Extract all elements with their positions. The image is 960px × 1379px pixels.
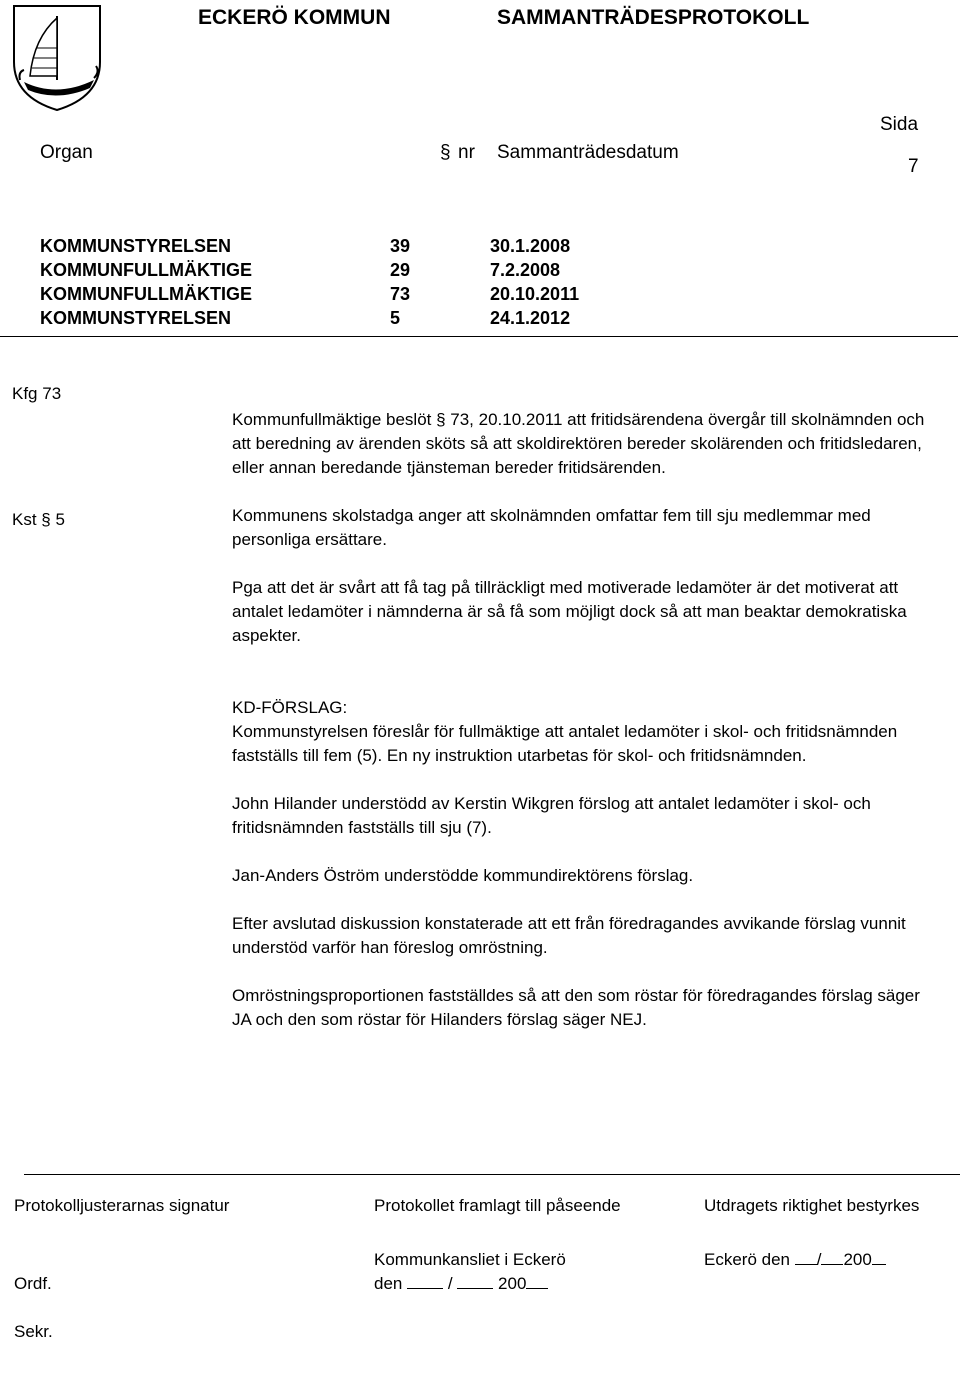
footer-col-certified bbox=[704, 1194, 954, 1272]
month-blank bbox=[821, 1248, 843, 1265]
footer-signature-title: Protokolljusterarnas signatur bbox=[14, 1196, 230, 1215]
footer-posted-title: Protokollet framlagt till påseende bbox=[374, 1196, 621, 1215]
certified-date-line bbox=[704, 1248, 954, 1272]
page-number: 7 bbox=[908, 156, 919, 177]
meeting-organ: KOMMUNSTYRELSEN bbox=[40, 236, 232, 256]
meeting-organ: KOMMUNSTYRELSEN bbox=[40, 308, 232, 328]
document-type: SAMMANTRÄDESPROTOKOLL bbox=[497, 6, 810, 29]
footer-col-signatures bbox=[14, 1194, 354, 1344]
kd-proposal-text: Kommunstyrelsen föreslår för fullmäktige att antalet ledamöter i skol- och fritidsnämnden fastställs till fem (5). En ny instruktion utarbetas för skol- och fritidsnämnden. bbox=[232, 722, 898, 765]
year-prefix: 200 bbox=[498, 1274, 527, 1293]
meeting-nr: 73 bbox=[390, 284, 411, 304]
paragraph-vote-procedure: Omröstningsproportionen fastställdes så att den som röstar för föredragandes förslag säger JA och den som röstar för Hilanders förslag säger NEJ. bbox=[232, 986, 920, 1029]
posted-den: den bbox=[374, 1274, 403, 1293]
footer-divider bbox=[24, 1174, 960, 1175]
ordf-label: Ordf. bbox=[14, 1274, 52, 1293]
page-label: Sida bbox=[880, 114, 919, 135]
footer-col-posted bbox=[374, 1194, 684, 1296]
table-row bbox=[40, 258, 640, 282]
municipality-name: ECKERÖ KOMMUN bbox=[198, 6, 391, 29]
posted-date-line bbox=[374, 1272, 684, 1296]
sekr-label: Sekr. bbox=[14, 1322, 53, 1341]
date-slash: / bbox=[447, 1274, 453, 1293]
meeting-organ: KOMMUNFULLMÄKTIGE bbox=[40, 284, 252, 304]
year-blank bbox=[526, 1272, 548, 1289]
col-section-sign: § bbox=[440, 142, 451, 163]
year-blank bbox=[872, 1248, 886, 1265]
paragraph-counter-proposal: John Hilander understödd av Kerstin Wikgren förslog att antalet ledamöter i skol- och fritidsnämnden fastställs till sju (7). bbox=[232, 794, 871, 837]
kst-reference: Kst § 5 bbox=[12, 510, 65, 529]
certified-place-den: Eckerö den bbox=[704, 1250, 790, 1269]
col-nr-label: nr bbox=[458, 142, 475, 163]
meeting-organ: KOMMUNFULLMÄKTIGE bbox=[40, 260, 252, 280]
table-row bbox=[40, 306, 640, 330]
kfg-reference: Kfg 73 bbox=[12, 384, 62, 403]
month-blank bbox=[457, 1272, 493, 1289]
meetings-table bbox=[40, 234, 640, 330]
day-blank bbox=[407, 1272, 443, 1289]
footer-certified-title: Utdragets riktighet bestyrkes bbox=[704, 1196, 920, 1215]
paragraph-discussion: Efter avslutad diskussion konstaterade att ett från föredragandes avvikande förslag vunnit understöd varför han föreslog omröstning. bbox=[232, 914, 906, 957]
kd-proposal-heading: KD-FÖRSLAG: bbox=[232, 698, 348, 717]
table-row bbox=[40, 234, 640, 258]
meeting-date: 20.10.2011 bbox=[490, 284, 580, 304]
col-organ-label: Organ bbox=[40, 142, 93, 163]
date-slash: / bbox=[816, 1250, 822, 1269]
col-date-label: Sammanträdesdatum bbox=[497, 142, 679, 163]
main-content bbox=[232, 408, 937, 1032]
meeting-date: 30.1.2008 bbox=[490, 236, 571, 256]
meeting-nr: 29 bbox=[390, 260, 411, 280]
municipality-coat-of-arms bbox=[10, 2, 105, 112]
posted-place: Kommunkansliet i Eckerö bbox=[374, 1250, 566, 1269]
paragraph-rationale: Pga att det är svårt att få tag på tillräckligt med motiverade ledamöter är det motiverat att antalet ledamöter i nämnderna är så få som möjligt dock så att man beaktar demokratiska aspekter. bbox=[232, 578, 907, 645]
header-divider bbox=[0, 336, 958, 337]
paragraph-decision-history: Kommunfullmäktige beslöt § 73, 20.10.2011 att fritidsärendena övergår till skolnämnden och att beredning av ärenden sköts så att skoldirektören bereder skolärenden och fritidsledaren, eller annan beredande tjänsteman bereder fritidsärenden. bbox=[232, 410, 925, 477]
meeting-nr: 5 bbox=[390, 308, 401, 328]
paragraph-school-statute: Kommunens skolstadga anger att skolnämnden omfattar fem till sju medlemmar med personliga ersättare. bbox=[232, 506, 871, 549]
meeting-date: 24.1.2012 bbox=[490, 308, 571, 328]
table-row bbox=[40, 282, 640, 306]
year-prefix: 200 bbox=[843, 1250, 872, 1269]
day-blank bbox=[795, 1248, 817, 1265]
meeting-date: 7.2.2008 bbox=[490, 260, 561, 280]
meeting-nr: 39 bbox=[390, 236, 411, 256]
paragraph-support: Jan-Anders Öström understödde kommundirektörens förslag. bbox=[232, 866, 694, 885]
